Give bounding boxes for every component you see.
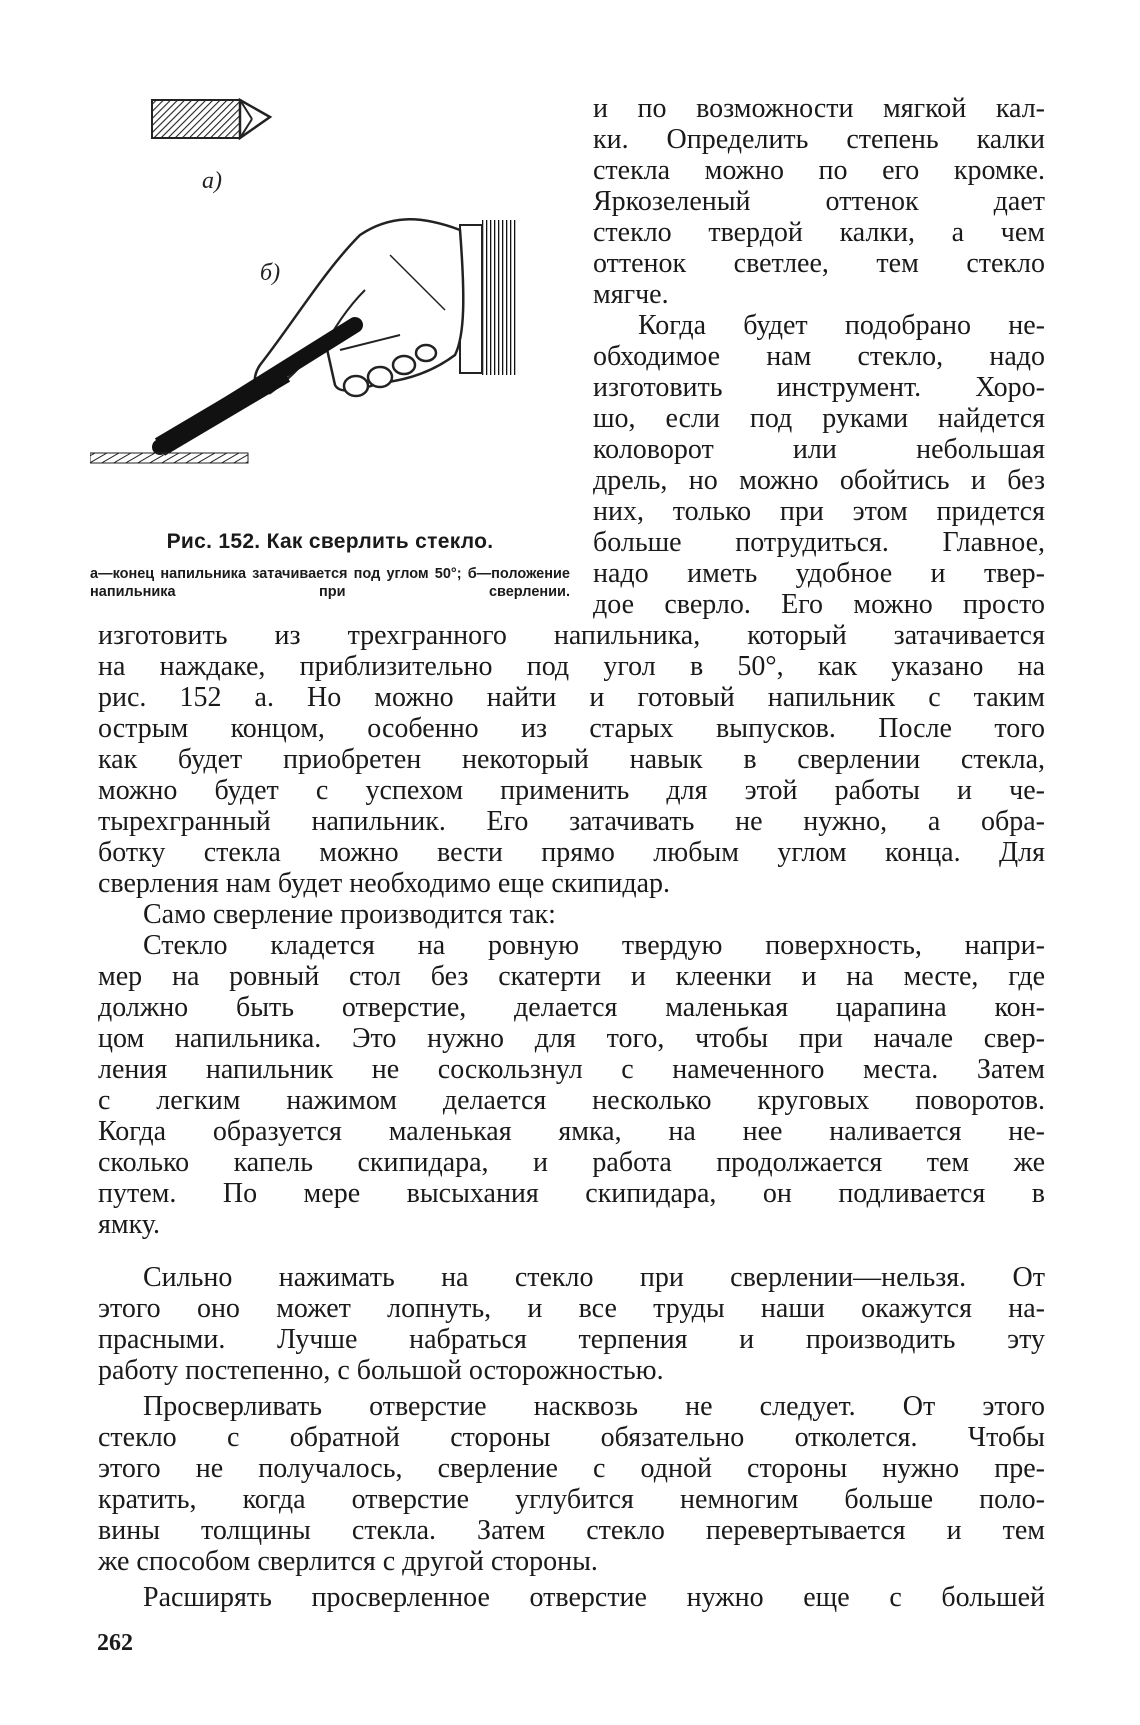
figure-caption-text: а—конец напильника затачивается под углом 50°; б—положение напильника при сверлении. [90, 566, 570, 600]
glass-surface [90, 453, 248, 463]
text-line: ботку стекла можно вести прямо любым углом конца. Для [98, 838, 1045, 868]
text-line: рис. 152 а. Но можно найти и готовый напильник с таким [98, 683, 1045, 713]
text-line: цом напильника. Это нужно для того, чтобы при начале свер- [98, 1024, 1045, 1054]
text-line: коловорот или небольшая [593, 435, 1045, 465]
text-line: стекло с обратной стороны обязательно отколется. Чтобы [98, 1423, 1045, 1453]
text-line: дое сверло. Его можно просто [593, 590, 1045, 620]
text-line: прасными. Лучше набраться терпения и производить эту [98, 1325, 1045, 1355]
text-line: мягче. [593, 280, 669, 310]
text-line: мер на ровный стол без скатерти и клеенки и на месте, где [98, 962, 1045, 992]
text-line: обходимое нам стекло, надо [593, 342, 1045, 372]
text-line: путем. По мере высыхания скипидара, он подливается в [98, 1179, 1045, 1209]
text-line: ямку. [98, 1210, 161, 1240]
text-line: сверления нам будет необходимо еще скипидар. [98, 869, 670, 899]
text-line: острым концом, особенно из старых выпусков. После того [98, 714, 1045, 744]
text-line: тырехгранный напильник. Его затачивать не нужно, а обра- [98, 807, 1045, 837]
text-line: вины толщины стекла. Затем стекло перевертывается и тем [98, 1516, 1045, 1546]
text-line: сколько капель скипидара, и работа продолжается тем же [98, 1148, 1045, 1178]
text-line: Когда будет подобрано не- [638, 311, 1045, 341]
text-line: Просверливать отверстие насквозь не следует. От этого [143, 1392, 1045, 1422]
text-line: Когда образуется маленькая ямка, на нее наливается не- [98, 1117, 1045, 1147]
text-line: этого оно может лопнуть, и все труды наши окажутся на- [98, 1294, 1045, 1324]
file-tip-drawing [152, 100, 270, 138]
text-line: Яркозеленый оттенок дает [593, 187, 1045, 217]
text-line: этого не получалось, сверление с одной стороны нужно пре- [98, 1454, 1045, 1484]
drilling-illustration [90, 95, 570, 525]
label-b: б) [260, 260, 281, 286]
text-line: ки. Определить степень калки [593, 125, 1045, 155]
text-line: можно будет с успехом применить для этой работы и че- [98, 776, 1045, 806]
text-line: Само сверление производится так: [143, 900, 556, 930]
figure-caption-title: Рис. 152. Как сверлить стекло. [166, 530, 494, 553]
text-line: дрель, но можно обойтись и без [593, 466, 1045, 496]
text-line: ления напильник не соскользнул с намеченного места. Затем [98, 1055, 1045, 1085]
text-line: с легким нажимом делается несколько круговых поворотов. [98, 1086, 1045, 1116]
text-line: изготовить инструмент. Хоро- [593, 373, 1045, 403]
text-line: кратить, когда отверстие углубится немногим больше поло- [98, 1485, 1045, 1515]
text-line: и по возможности мягкой кал- [593, 94, 1045, 124]
figure-152 [90, 95, 570, 615]
text-line: оттенок светлее, тем стекло [593, 249, 1045, 279]
file-drawing [160, 325, 355, 447]
page-number: 262 [97, 1630, 133, 1656]
text-line: изготовить из трехгранного напильника, который затачивается [98, 621, 1045, 651]
text-line: надо иметь удобное и твер- [593, 559, 1045, 589]
text-line: работу постепенно, с большой осторожностью. [98, 1356, 664, 1386]
text-line: стекло твердой калки, а чем [593, 218, 1045, 248]
text-line: же способом сверлится с другой стороны. [98, 1547, 598, 1577]
text-line: на наждаке, приблизительно под угол в 50°, как указано на [98, 652, 1045, 682]
text-line: Стекло кладется на ровную твердую поверхность, напри- [143, 931, 1045, 961]
text-line: стекла можно по его кромке. [593, 156, 1045, 186]
text-line: шо, если под руками найдется [593, 404, 1045, 434]
text-line: Расширять просверленное отверстие нужно еще с большей [143, 1583, 1045, 1613]
text-line: больше потрудиться. Главное, [593, 528, 1045, 558]
text-line: них, только при этом придется [593, 497, 1045, 527]
text-line: Сильно нажимать на стекло при сверлении—нельзя. От [143, 1263, 1045, 1293]
text-line: должно быть отверстие, делается маленькая царапина кон- [98, 993, 1045, 1023]
text-line: как будет приобретен некоторый навык в сверлении стекла, [98, 745, 1045, 775]
label-a: а) [202, 168, 222, 194]
